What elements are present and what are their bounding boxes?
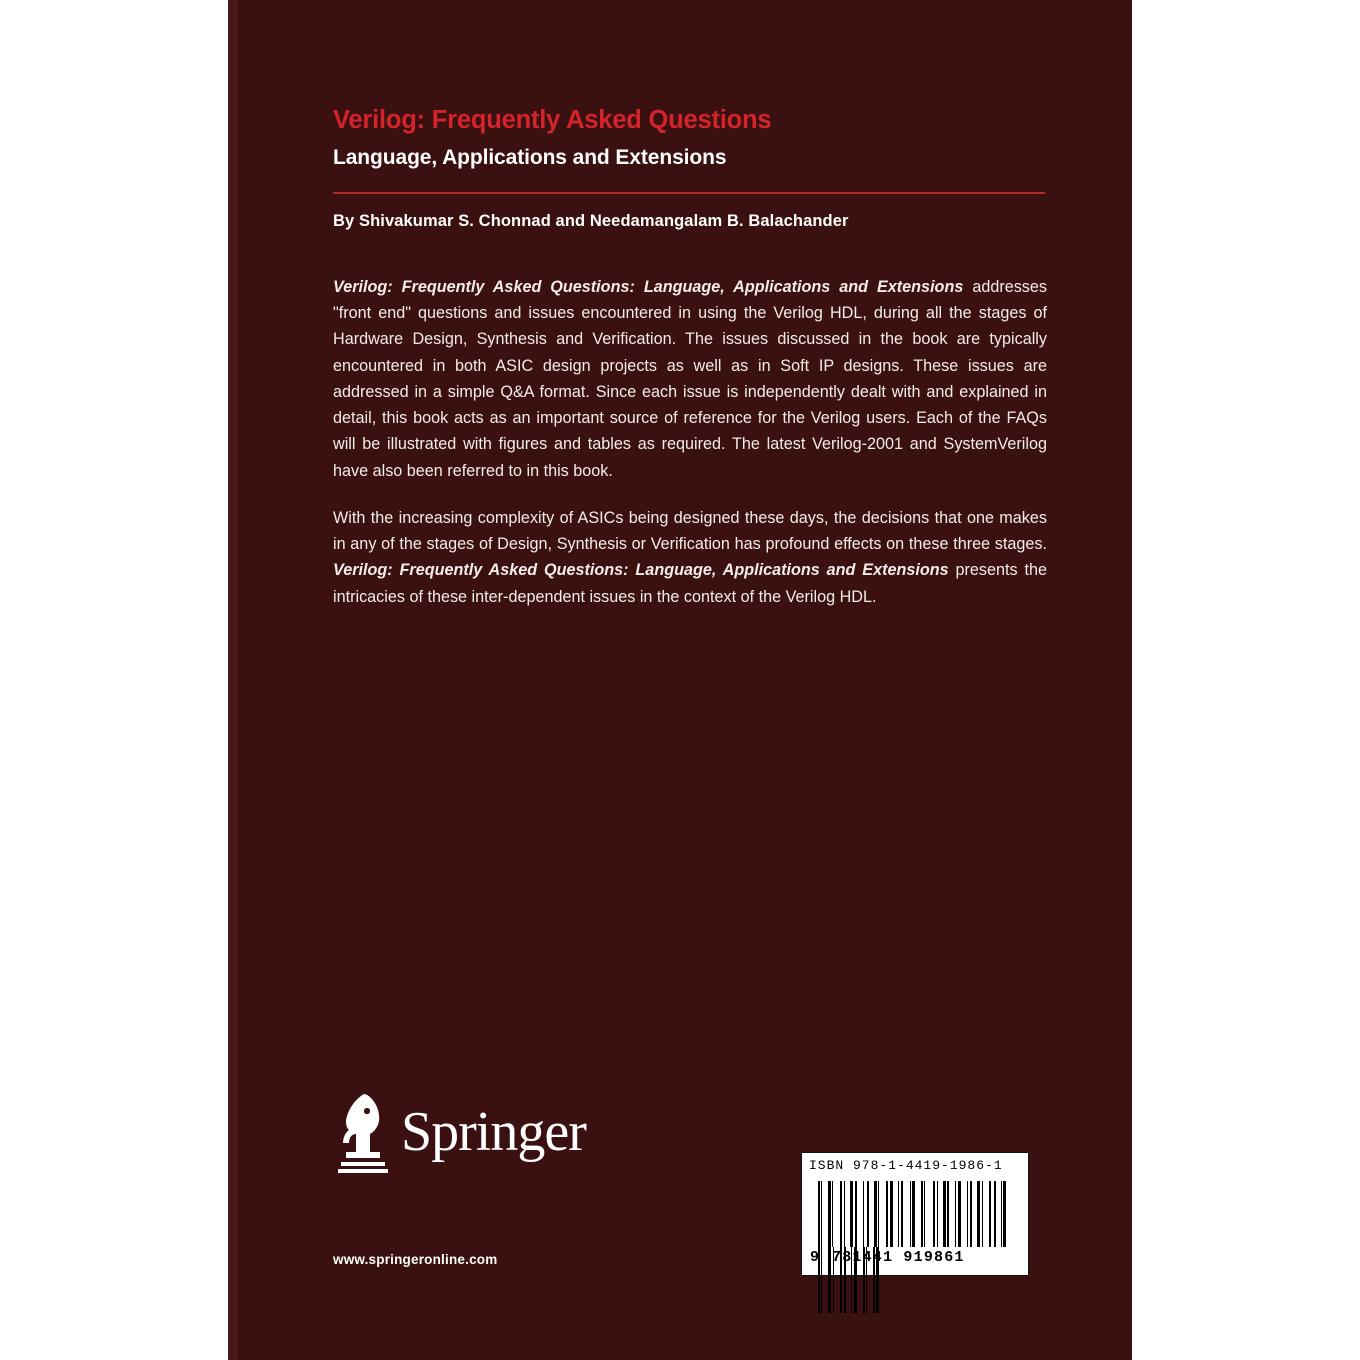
ean-main-digits: 781441 919861 — [832, 1249, 965, 1266]
description-body-2b: presents the intricacies of these inter-dependent issues in the context of the Verilog HDL. — [333, 561, 1047, 606]
title-divider — [333, 192, 1045, 194]
springer-knight-icon — [333, 1090, 393, 1181]
barcode-bars — [818, 1181, 1014, 1247]
publisher-website: www.springeronline.com — [333, 1252, 498, 1267]
book-authors: By Shivakumar S. Chonnad and Needamangalam B. Balachander — [333, 212, 849, 230]
description-body-2a: With the increasing complexity of ASICs being designed these days, the decisions that one makes in any of the stages of Design, Synthesis or Verification has profound effects on these three stages. — [333, 508, 1047, 554]
isbn-barcode — [801, 1152, 1029, 1276]
isbn-text: ISBN 978-1-4419-1986-1 — [809, 1158, 1003, 1173]
book-subtitle: Language, Applications and Extensions — [333, 146, 727, 169]
springer-wordmark: Springer — [401, 1101, 586, 1163]
description-paragraph-2 — [333, 505, 1047, 610]
description-title-emphasis-1: Verilog: Frequently Asked Questions: Language, Applications and Extensions — [333, 278, 964, 296]
publisher-logo — [333, 1090, 633, 1180]
book-description — [333, 274, 1047, 631]
description-body-1: addresses "front end" questions and issues encountered in using the Verilog HDL, during all the stages of Hardware Design, Synthesis and Verification. The issues discussed in the book are typically encountered in both ASIC design projects as well as in Soft IP designs. These issues are addressed in a simple Q&A format. Since each issue is independently dealt with and explained in detail, this book acts as an important source of reference for the Verilog users. Each of the FAQs will be illustrated with figures and tables as required. The latest Verilog-2001 and SystemVerilog have also been referred to in this book. — [333, 278, 1047, 480]
spine-edge — [228, 0, 238, 1360]
ean-left-digit: 9 — [810, 1249, 821, 1266]
cover-panel — [228, 0, 1132, 1360]
description-paragraph-1 — [333, 274, 1047, 484]
description-title-emphasis-2: Verilog: Frequently Asked Questions: Language, Applications and Extensions — [333, 561, 949, 580]
book-title: Verilog: Frequently Asked Questions — [333, 106, 772, 134]
